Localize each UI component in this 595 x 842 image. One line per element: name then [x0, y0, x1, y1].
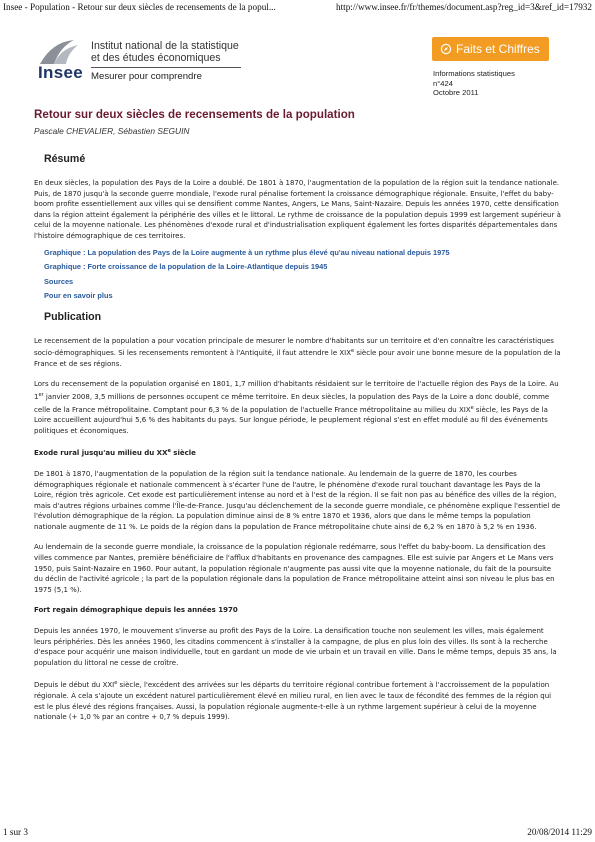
paragraph-4: Au lendemain de la seconde guerre mondiale, la croissance de la population régionale redémarre, sous l'effet du baby-boom. La densification des villes commence par Nantes, première bénéficiaire de l'afflux d'habitants en provenance des campagnes. Elle est suivie par Angers et Le Mans vers 1950, puis Saint-Nazaire en 1960. Pour autant, la population régionale n'augmente pas aussi vite que la moyenne nationale, du fait de la poursuite du déclin de l'activité agricole ; la part de la population régionale dans la population de France métropolitaine atteint ainsi son niveau le plus bas en 1975 (5,1 %). [34, 543, 555, 594]
subheading-exode-rural-sup: e [167, 448, 171, 455]
resume-text: En deux siècles, la population des Pays de la Loire a doublé. De 1801 à 1870, l'augmentation de la population de la région suit la tendance nationale. Puis, de 1870 jusqu'à la seconde guerre mondiale, l'exode rural pénalise fortement la croissance démographique régionale. Ensuite, l'effet du baby-boom profite essentiellement aux villes qui se densifient comme Nantes, Angers, Le Mans, Saint-Nazaire. Depuis les années 1970, cette densification dans la région atteint également la périphérie des villes et le littoral. Le rythme de croissance de la population depuis 1999 est largement supérieur à celui de la moyenne nationale. Les phénomènes d'exode rural et d'industrialisation expliquent également les fortes disparités départementales dans l'histoire démographique de ces territoires. [34, 179, 561, 240]
paragraph-2 [34, 379, 562, 436]
subheading-fort-regain: Fort regain démographique depuis les années 1970 [34, 606, 238, 615]
print-header-url: http://www.insee.fr/fr/themes/document.asp?reg_id=3&ref_id=17932 [336, 2, 592, 12]
paragraph-2-sup-1: er [38, 391, 44, 398]
print-footer [3, 827, 592, 839]
faits-et-chiffres-button[interactable] [432, 37, 549, 61]
link-sources[interactable]: Sources [44, 276, 74, 286]
faits-et-chiffres-label: Faits et Chiffres [456, 42, 540, 56]
institute-name-line2: et des études économiques [91, 51, 221, 64]
institute-name-line1: Institut national de la statistique [91, 40, 239, 52]
link-pour-en-savoir-plus[interactable]: Pour en savoir plus [44, 291, 113, 301]
paragraph-6-text-b: siècle, l'excédent des arrivées sur les départs du territoire régional contribue fortement à l'accroissement de la population régionale. À cela s'ajoute un excédent naturel particulièrement élevé en milieu rural, en lien avec le taux de fécondité des femmes de la région qui est le plus élevé des régions françaises. Aussi, la population régionale augmente-t-elle à un rythme largement supérieur à celui de la moyenne nationale (+ 1,0 % par an contre + 0,7 % depuis 1999). [34, 681, 552, 722]
article-authors: Pascale CHEVALIER, Sébastien SEGUIN [34, 126, 190, 136]
paragraph-1 [34, 336, 562, 370]
article [34, 108, 562, 723]
paragraph-2-text-c: siècle, les Pays de la Loire accueillent aujourd'hui 5,6 % des habitants du pays. Sur longue période, le peuplement régional s'est en effet modulé au fil des événements politiques et économiques. [34, 405, 548, 435]
publication-series: Informations statistiques [433, 69, 515, 78]
insee-wordmark: Insee [38, 63, 83, 82]
publication-date: Octobre 2011 [433, 88, 479, 97]
paragraph-2-text-a: Lors du recensement de la population organisé en 1801, 1,7 million d'habitants résidaient sur le territoire de l'actuelle région des Pays de la Loire. Au 1 [34, 380, 559, 401]
paragraph-5: Depuis les années 1970, le mouvement s'inverse au profit des Pays de la Loire. La densification touche non seulement les villes, mais également leurs périphéries. Dès les années 1960, les citadins commencent à s'installer à la campagne, de plus en plus loin des villes. Ils sont à la recherche d'espace pour acquérir une maison individuelle, tout en gardant un mode de vie urbain et un travail en ville. Dans le même temps, depuis 35 ans, la population du littoral ne cesse de croître. [34, 627, 557, 667]
paragraph-3: De 1801 à 1870, l'augmentation de la population de la région suit la tendance nationale. Au lendemain de la guerre de 1870, les courbes démographiques régionale et nationale commencent à s'écarter l'une de l'autre, le phénomène d'exode rural touchant davantage les Pays de la Loire, région très agricole. Cet exode est particulièrement intense au nord et à l'est de la région. Il se fait non pas au bénéfice des villes de la région, mais d'autres régions urbaines comme l'Île-de-France. Jusqu'au déclenchement de la seconde guerre mondiale, ce phénomène explique l'essentiel de l'évolution démographique de la région. La population diminue ainsi de 8 % entre 1870 et 1936, alors que dans le même temps la population nationale augmente de 11 %. Le poids de la région dans la population de France métropolitaine chute ainsi de 6,2 % en 1870 à 5,2 % en 1936. [34, 469, 561, 531]
resume-heading: Résumé [44, 153, 86, 165]
paragraph-2-sup-2: e [470, 404, 474, 411]
paragraph-2-text-b: janvier 2008, 3,5 millions de personnes occupent ce même territoire. En deux siècles, la population des Pays de la Loire a donc doublé, comme celle de la France métropolitaine. Comptant pour 6,3 % de la population de l'actuelle France métropolitaine au milieu du XIX [34, 392, 550, 414]
publication-info [433, 69, 515, 98]
publication-heading: Publication [44, 310, 102, 323]
link-graphique-croissance-rythme[interactable]: Graphique : La population des Pays de la Loire augmente à un rythme plus élevé qu'au niveau national depuis 1975 [44, 247, 450, 257]
page-counter: 1 sur 3 [3, 827, 29, 837]
paragraph-6-text-a: Depuis le début du XXI [34, 681, 115, 690]
related-links [44, 248, 562, 301]
compass-icon [440, 43, 452, 55]
logo-divider [91, 67, 241, 68]
paragraph-1-text-a: Le recensement de la population a pour vocation principale de mesurer le nombre d'habitants sur un territoire et d'en connaître les caractéristiques socio-démographiques. Si les recensements remontent à l'Antiquité, il faut attendre le XIX [34, 336, 554, 358]
paragraph-6-sup: e [114, 680, 118, 687]
paragraph-1-sup: e [351, 348, 355, 355]
subheading-exode-rural-text-a: Exode rural jusqu'au milieu du XX [34, 449, 168, 458]
institute-name [91, 41, 261, 64]
publication-number: n°424 [433, 78, 453, 88]
insee-logo[interactable] [34, 37, 254, 87]
paragraph-1-text-b: siècle pour avoir une bonne mesure de la population de la France et de ses régions. [34, 349, 561, 368]
article-title: Retour sur deux siècles de recensements de la population [34, 108, 355, 121]
print-timestamp: 20/08/2014 11:29 [527, 827, 592, 837]
logo-tagline: Mesurer pour comprendre [91, 71, 202, 82]
subheading-exode-rural-text-b: siècle [170, 449, 196, 458]
subheading-exode-rural [34, 446, 562, 459]
paragraph-6 [34, 678, 562, 722]
print-header [3, 2, 592, 14]
link-graphique-loire-atlantique[interactable]: Graphique : Forte croissance de la population de la Loire-Atlantique depuis 1945 [44, 262, 328, 272]
print-header-title: Insee - Population - Retour sur deux siècles de recensements de la popul... [3, 2, 276, 12]
